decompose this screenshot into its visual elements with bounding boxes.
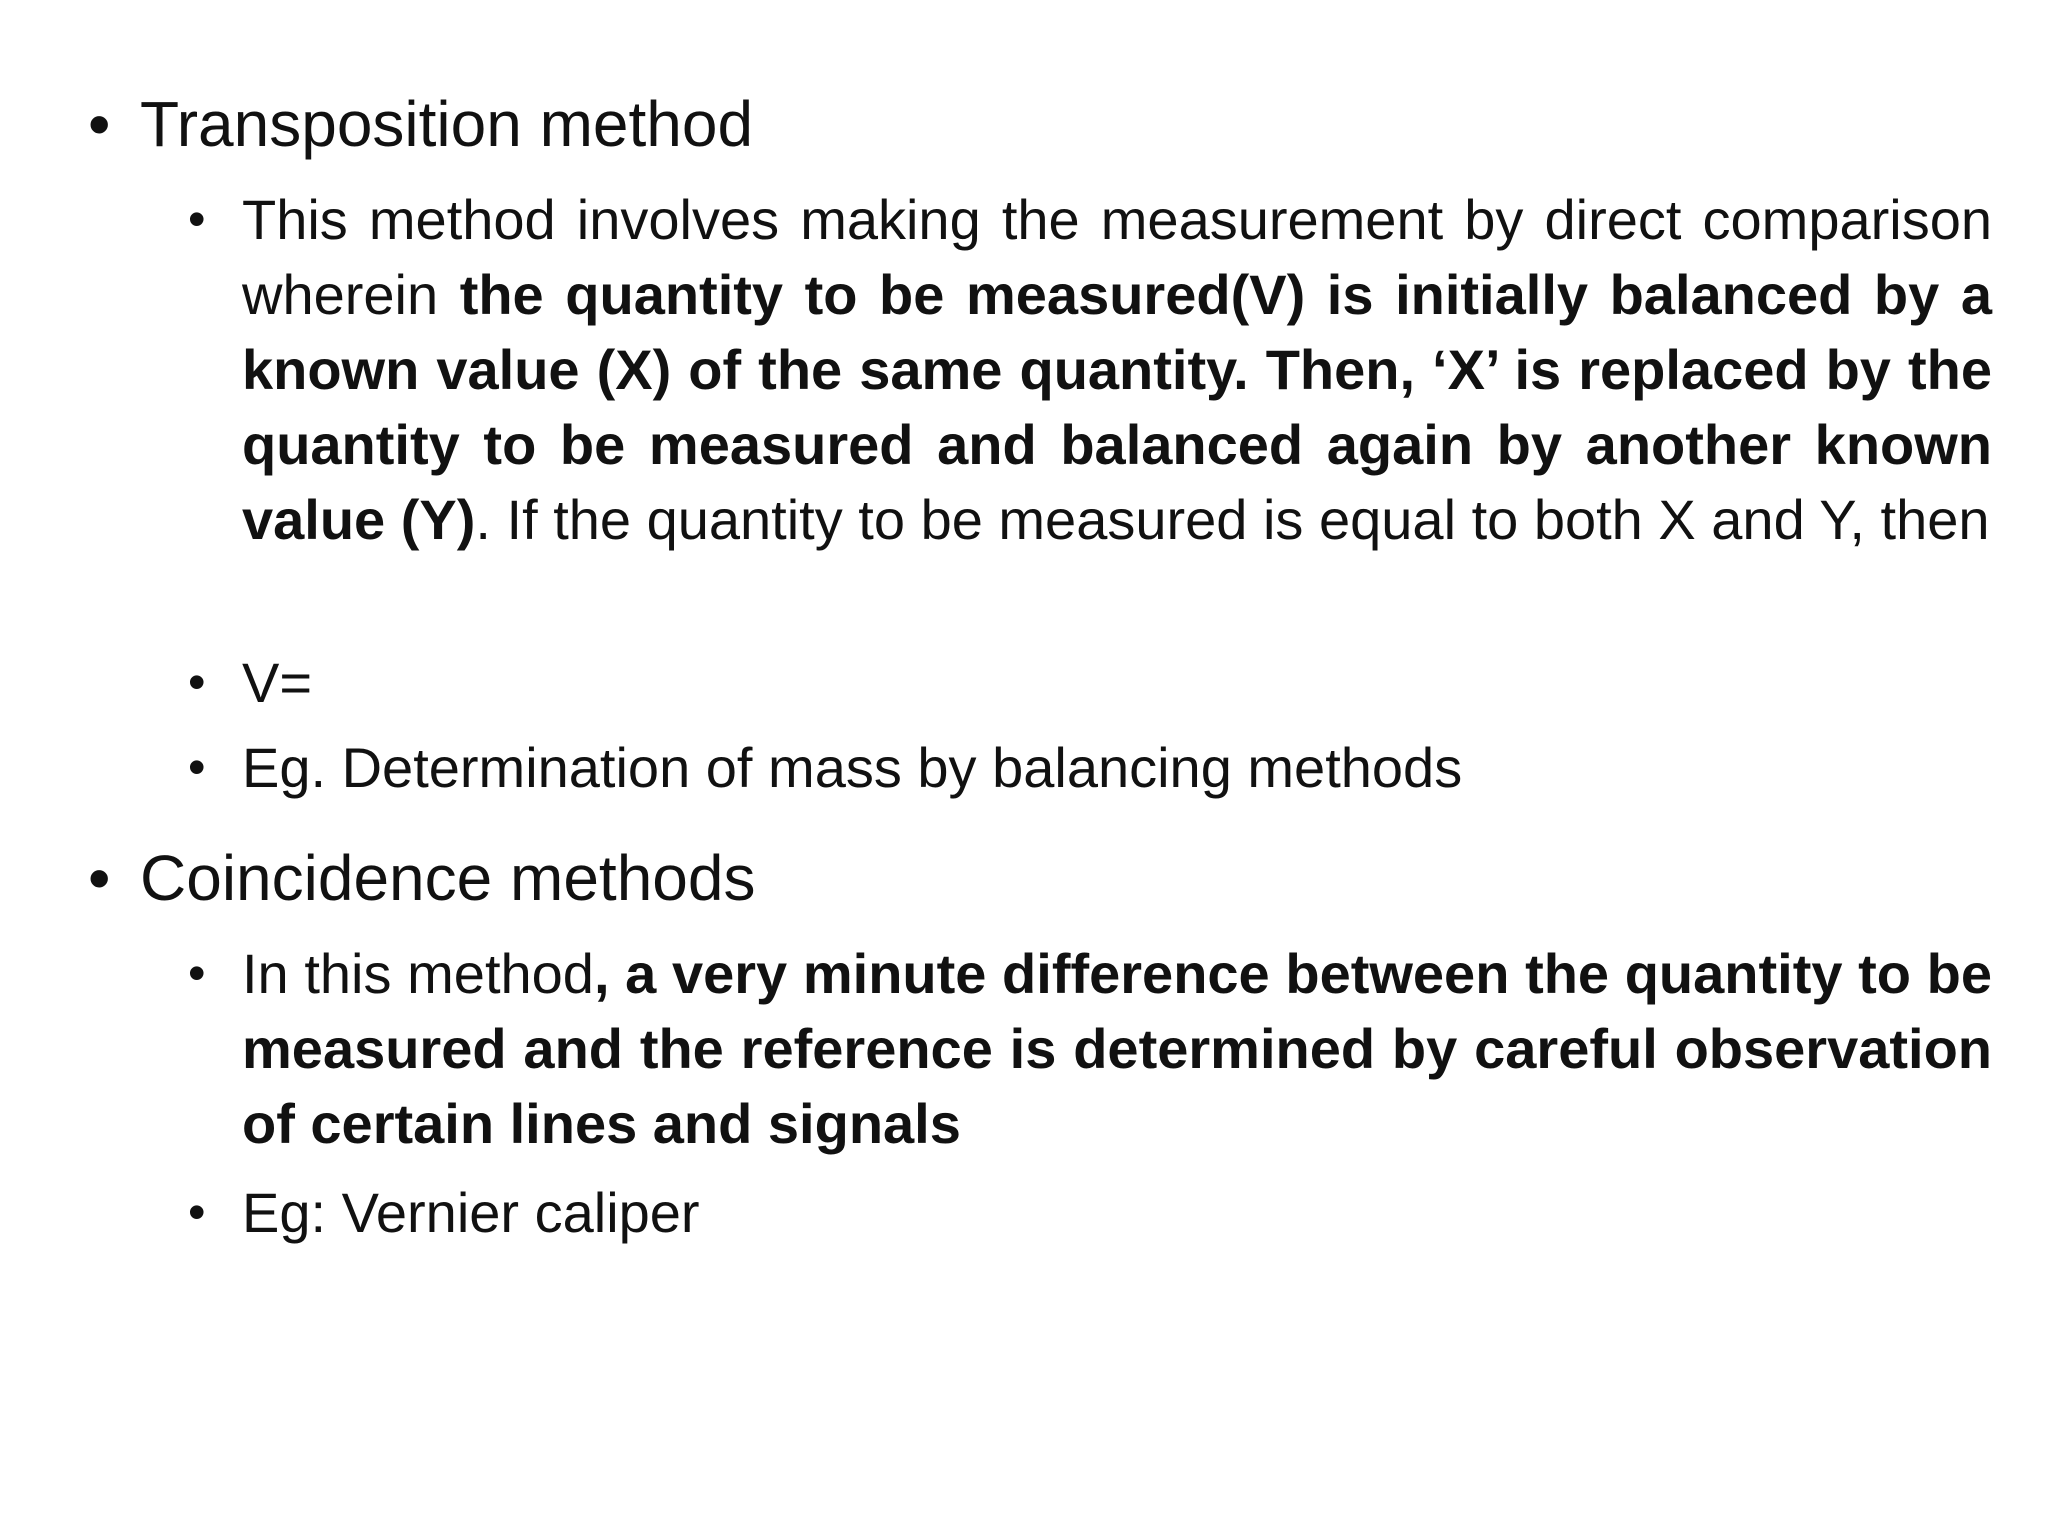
bullet-icon: •	[188, 191, 206, 247]
transposition-example	[188, 730, 1992, 805]
example-text: Eg. Determination of mass by balancing methods	[242, 736, 1463, 799]
description-part-1: This method involves making the measurement by direct comparison wherein	[242, 188, 1992, 326]
bullet-icon: •	[188, 945, 206, 1001]
description-paragraph	[242, 182, 1992, 557]
bullet-icon: •	[188, 654, 206, 710]
transposition-description	[188, 182, 1992, 557]
heading-text: Coincidence methods	[140, 842, 756, 914]
description-paragraph	[242, 936, 1992, 1161]
coincidence-description	[188, 936, 1992, 1161]
bullet-icon: •	[188, 1184, 206, 1240]
formula-text: V=	[242, 651, 313, 714]
example-text: Eg: Vernier caliper	[242, 1181, 700, 1244]
bullet-icon: •	[188, 739, 206, 795]
description-part-2-bold: the quantity to be measured(V) is initially balanced by a known value (X) of the same quantity. Then, ‘X’ is replaced by the quantity to be measured and balanced again by another known value (Y)	[242, 263, 1993, 551]
coincidence-example	[188, 1175, 1992, 1250]
description-part-3: . If the quantity to be measured is equal to both X and Y, then	[475, 488, 1990, 551]
bullet-icon: •	[88, 842, 111, 914]
bullet-icon: •	[88, 88, 111, 160]
description-part-2-bold: , a very minute difference between the quantity to be measured and the reference is determined by careful observation of certain lines and signals	[242, 942, 1993, 1155]
formula-line	[188, 645, 1992, 720]
heading-text: Transposition method	[140, 88, 754, 160]
description-part-1: In this method	[242, 942, 594, 1005]
